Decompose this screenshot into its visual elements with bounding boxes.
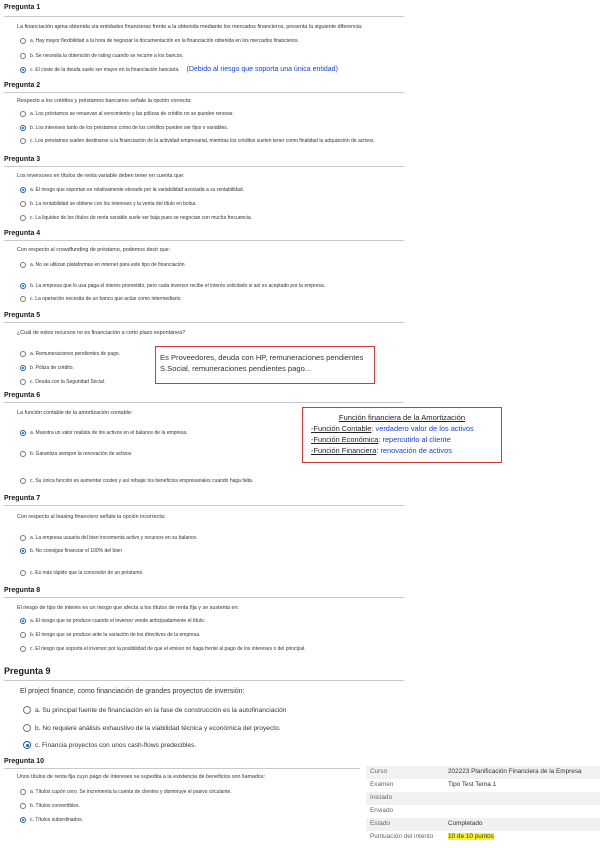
radio-icon[interactable] <box>20 296 26 302</box>
option-a[interactable]: a. Títulos cupón cero. Se incrementa la cuenta de clientes y disminuye el pasivo circulante. <box>20 789 232 795</box>
annotation-note: (Debido al riesgo que soporta una única entidad) <box>186 66 338 73</box>
radio-selected-icon[interactable] <box>20 67 26 73</box>
annotation-text: Es Proveedores, deuda con HP, remuneraciones pendientes S.Social, remuneraciones pendientes pago... <box>160 353 364 373</box>
option-c[interactable]: c. El riesgo que soporta el inversor por la posibilidad de que el emisor no haga frente al pago de los intereses o del principal. <box>20 646 306 652</box>
option-a[interactable]: a. No se utilizan plataformas en internet para este tipo de financiación. <box>20 262 186 268</box>
question-title: Pregunta 5 <box>4 312 41 319</box>
option-a[interactable]: a. El riesgo que soportan es relativamente elevado por la variabilidad asociada a su rentabilidad. <box>20 187 244 193</box>
option-a[interactable]: a. Hay mayor flexibilidad a la hora de negociar la documentación en la financiación obtenida en los mercados financieros. <box>20 38 299 44</box>
option-b[interactable]: b. El riesgo que se produce ante la variación de los directivos de la empresa. <box>20 632 200 638</box>
option-c[interactable]: c. Financia proyectos con unos cash-flows predecibles. <box>23 741 196 749</box>
question-stem: Respecto a los créditos y préstamos bancarios señale la opción correcta: <box>17 98 192 104</box>
annotation-box-amortizacion <box>302 407 502 463</box>
option-a[interactable]: a. La empresa usuaria del bien incrementa activo y recursos en su balance. <box>20 535 198 541</box>
radio-selected-icon[interactable] <box>20 430 26 436</box>
question-stem: La función contable de la amortización contable: <box>17 410 133 416</box>
question-stem: Los inversores en títulos de renta variable deben tener en cuenta que: <box>17 173 185 179</box>
radio-selected-icon[interactable] <box>20 187 26 193</box>
question-stem: El riesgo de tipo de interés es un riesgo que afecta a los títulos de renta fija y se sustenta en: <box>17 605 240 611</box>
radio-icon[interactable] <box>20 215 26 221</box>
radio-icon[interactable] <box>20 351 26 357</box>
divider <box>4 597 404 598</box>
divider <box>4 505 404 506</box>
radio-selected-icon[interactable] <box>20 817 26 823</box>
summary-row-course: Curso 202223 Planificación Financiera de la Empresa <box>366 766 600 779</box>
summary-row-status: Estado Completado <box>366 818 600 831</box>
summary-row-score: Puntuación del intento 10 de 10 puntos <box>370 833 494 840</box>
option-b[interactable]: b. No consigue financiar el 100% del bien <box>20 548 122 554</box>
question-stem: La financiación ajena obtenida vía entidades financieras frente a la obtenida mediante los mercados financieros, presenta la siguiente diferencia: <box>17 24 363 30</box>
radio-icon[interactable] <box>20 111 26 117</box>
question-title: Pregunta 2 <box>4 82 41 89</box>
divider <box>4 166 404 167</box>
radio-icon[interactable] <box>20 535 26 541</box>
option-b[interactable]: b. La empresa que lo usa paga el interés prometido, pero cada inversor recibe el interés solicitado si así es aceptado por la empresa. <box>20 283 325 289</box>
question-stem: Con respecto al crowdfunding de préstamo, podemos decir que: <box>17 247 171 253</box>
option-a[interactable]: a. El riesgo que se produce cuando el inversor vende anticipadamente el título. <box>20 618 205 624</box>
option-b[interactable]: b. Póliza de crédito. <box>20 365 74 371</box>
option-c[interactable]: c. Títulos subordinados. <box>20 817 83 823</box>
divider <box>4 680 404 681</box>
option-b[interactable]: b. No requiere análisis exhaustivo de la viabilidad técnica y económica del proyecto. <box>23 724 281 732</box>
radio-icon[interactable] <box>23 724 31 732</box>
radio-selected-icon[interactable] <box>20 548 26 554</box>
radio-selected-icon[interactable] <box>20 283 26 289</box>
question-stem: ¿Cuál de estos recursos no es financiación a corto plazo espontánea? <box>17 330 186 336</box>
score-highlight: 10 de 10 puntos <box>448 833 494 840</box>
question-stem: Con respecto al leasing financiero señale la opción incorrecta: <box>17 514 166 520</box>
option-c[interactable]: c. Los préstamos suelen destinarse a la financiación de la actividad empresarial, mientras los créditos suelen tener como finalidad la adquisición de activos. <box>20 138 375 144</box>
radio-icon[interactable] <box>20 38 26 44</box>
option-b[interactable]: b. La rentabilidad se obtiene con los intereses y la venta del título en bolsa. <box>20 201 197 207</box>
radio-icon[interactable] <box>20 379 26 385</box>
radio-selected-icon[interactable] <box>20 125 26 131</box>
radio-selected-icon[interactable] <box>20 618 26 624</box>
radio-icon[interactable] <box>20 789 26 795</box>
question-title: Pregunta 1 <box>4 4 41 11</box>
annotation-line: -Función Económica: repercutirlo al cliente <box>311 435 451 444</box>
divider <box>4 402 404 403</box>
radio-icon[interactable] <box>20 138 26 144</box>
radio-icon[interactable] <box>20 632 26 638</box>
option-c[interactable]: c. Es más rápido que la concesión de un préstamo. <box>20 570 144 576</box>
divider <box>4 16 404 17</box>
question-title: Pregunta 7 <box>4 495 41 502</box>
radio-icon[interactable] <box>20 262 26 268</box>
option-b[interactable]: b. Los intereses tanto de los préstamos como de los créditos pueden ser fijos o variables. <box>20 125 228 131</box>
question-title: Pregunta 6 <box>4 392 41 399</box>
radio-icon[interactable] <box>20 451 26 457</box>
option-a[interactable]: a. Remuneraciones pendientes de pago. <box>20 351 120 357</box>
question-stem: Unos títulos de renta fija cuyo pago de intereses se supedita a la existencia de beneficios son llamados: <box>17 774 266 780</box>
radio-icon[interactable] <box>20 478 26 484</box>
option-c[interactable]: c. La operación necesita de un banco que actúe como intermediario. <box>20 296 182 302</box>
question-title: Pregunta 4 <box>4 230 41 237</box>
radio-icon[interactable] <box>20 201 26 207</box>
option-b[interactable]: b. Se necesita la obtención de rating cuando se recurre a los bancos. <box>20 53 183 59</box>
annotation-line: -Función Contable: verdadero valor de los activos <box>311 424 474 433</box>
question-title: Pregunta 3 <box>4 156 41 163</box>
question-stem: El project finance, como financiación de grandes proyectos de inversión: <box>20 688 245 695</box>
question-title: Pregunta 10 <box>4 758 45 765</box>
radio-selected-icon[interactable] <box>23 741 31 749</box>
option-a[interactable]: a. Los préstamos se renuevan al vencimiento y las pólizas de crédito no se pueden renovar. <box>20 111 234 117</box>
question-title: Pregunta 8 <box>4 587 41 594</box>
summary-row-started: Iniciado <box>366 792 600 805</box>
summary-row-submitted: Enviado <box>370 807 394 814</box>
divider <box>4 240 404 241</box>
option-c[interactable]: c. Su única función es aumentar costes y así rebajar los beneficios empresariales cuando haga falta. <box>20 478 253 484</box>
divider <box>4 322 404 323</box>
divider <box>4 768 360 769</box>
annotation-heading: Función financiera de la Amortización <box>338 413 466 422</box>
option-a[interactable]: a. Su principal fuente de financiación en la fase de construcción es la autofinanciación <box>23 706 286 714</box>
option-c[interactable]: c. La liquidez de los títulos de renta variable suele ser baja pues se negocian con mucha frecuencia. <box>20 215 252 221</box>
option-c[interactable]: c. Deuda con la Seguridad Social. <box>20 379 105 385</box>
question-title: Pregunta 9 <box>4 666 51 676</box>
radio-icon[interactable] <box>20 53 26 59</box>
summary-row-exam: Examen Tipo Test Tema 1 <box>370 781 497 788</box>
radio-icon[interactable] <box>20 646 26 652</box>
radio-selected-icon[interactable] <box>20 365 26 371</box>
option-b[interactable]: b. Garantiza siempre la renovación de activos <box>20 451 131 457</box>
radio-icon[interactable] <box>20 570 26 576</box>
option-b[interactable]: b. Títulos convertibles. <box>20 803 80 809</box>
option-a[interactable]: a. Muestra un valor realista de los activos en el balance de la empresa. <box>20 430 188 436</box>
annotation-line: -Función Financiera: renovación de activos <box>311 446 452 455</box>
radio-icon[interactable] <box>20 803 26 809</box>
option-c[interactable]: c. El coste de la deuda suele ser mayor en la financiación bancaria. (Debido al riesgo que soporta una única entidad) <box>20 66 338 73</box>
divider <box>4 92 404 93</box>
annotation-box <box>155 346 375 384</box>
radio-icon[interactable] <box>23 706 31 714</box>
